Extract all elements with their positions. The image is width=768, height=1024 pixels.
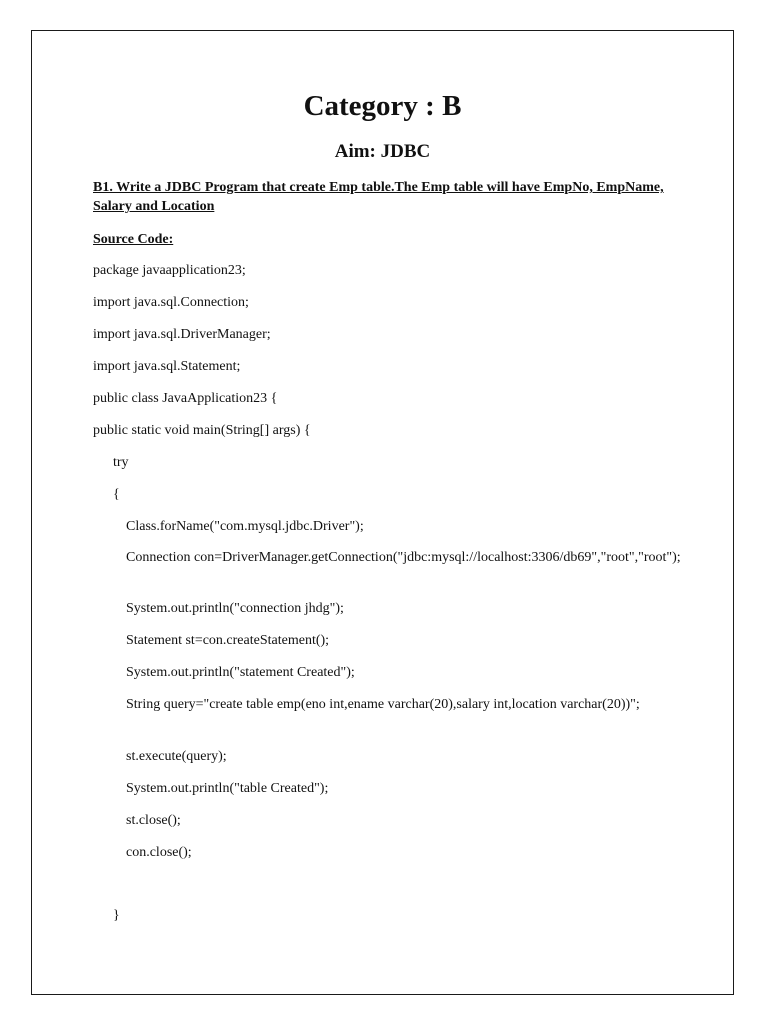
code-line-import-connection: import java.sql.Connection; (93, 295, 249, 310)
source-code-heading: Source Code: (93, 232, 174, 247)
code-line-package: package javaapplication23; (93, 263, 246, 278)
code-line-class-forname: Class.forName("com.mysql.jdbc.Driver"); (126, 519, 364, 534)
code-line-import-drivermanager: import java.sql.DriverManager; (93, 327, 271, 342)
code-line-create-statement: Statement st=con.createStatement(); (126, 633, 330, 648)
question-text: B1. Write a JDBC Program that create Emp table.The Emp table will have EmpNo, EmpName, Salary and Location (93, 180, 664, 214)
page-title: Category : B (303, 90, 462, 122)
code-line-query-string: String query="create table emp(eno int,ename varchar(20),salary int,location varchar(20))"; (126, 697, 640, 712)
code-line-print-table: System.out.println("table Created"); (126, 781, 329, 796)
code-line-execute-query: st.execute(query); (126, 749, 227, 764)
code-line-connection-close: con.close(); (126, 845, 192, 860)
code-line-close-brace: } (113, 908, 120, 923)
code-line-import-statement: import java.sql.Statement; (93, 359, 241, 374)
code-line-class-declaration: public class JavaApplication23 { (93, 391, 278, 406)
code-line-try: try (113, 455, 129, 470)
code-line-open-brace: { (113, 487, 120, 502)
code-line-main-method: public static void main(String[] args) { (93, 423, 311, 438)
aim-heading: Aim: JDBC (334, 141, 431, 162)
code-line-statement-close: st.close(); (126, 813, 181, 828)
code-line-print-connection: System.out.println("connection jhdg"); (126, 601, 344, 616)
code-line-get-connection: Connection con=DriverManager.getConnection("jdbc:mysql://localhost:3306/db69","root","root"); (126, 550, 681, 565)
code-line-print-statement: System.out.println("statement Created"); (126, 665, 355, 680)
